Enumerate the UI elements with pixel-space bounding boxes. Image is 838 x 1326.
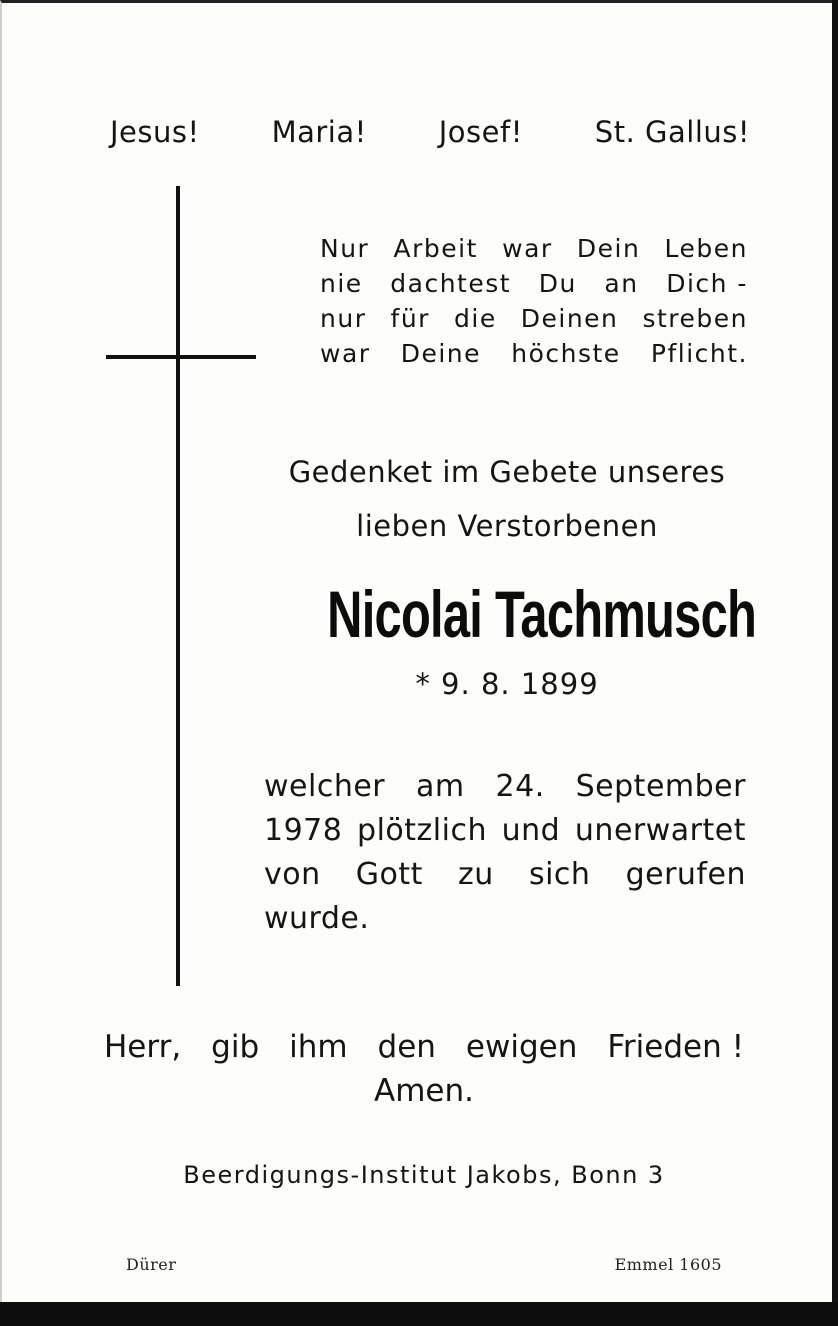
poem-line [320, 266, 748, 301]
poem-word: Dich - [666, 269, 748, 298]
death-word: plötzlich [357, 813, 487, 848]
death-word: und [501, 813, 561, 848]
poem-word: streben [642, 304, 748, 333]
invocation-gallus: St. Gallus! [594, 115, 750, 149]
poem-word: war [320, 339, 371, 368]
poem [320, 231, 748, 371]
poem-word: für [390, 304, 430, 333]
poem-word: Dein [576, 234, 641, 263]
birth-date: * 9. 8. 1899 [415, 667, 599, 701]
prayer-word: Frieden ! [607, 1029, 744, 1065]
printer-mark-right: Emmel 1605 [614, 1255, 722, 1274]
poem-word: war [502, 234, 553, 263]
poem-word: die [454, 304, 497, 333]
intro-line-2: lieben Verstorbenen [356, 509, 658, 543]
intro-line-1: Gedenket im Gebete unseres [288, 455, 726, 489]
poem-word: Arbeit [393, 234, 478, 263]
scan-edge-right [832, 0, 838, 1326]
death-word: wurde. [264, 901, 370, 936]
death-line [264, 765, 746, 809]
death-word: gerufen [625, 857, 746, 892]
death-word: welcher [264, 769, 386, 804]
death-word: am [416, 769, 465, 804]
poem-word: Deinen [520, 304, 619, 333]
cross-horizontal-bar [106, 355, 256, 359]
prayer-word: Herr, [104, 1029, 182, 1065]
invocation-line [110, 115, 750, 149]
scan-edge-bottom [0, 1302, 838, 1326]
prayer-word: ihm [289, 1029, 348, 1065]
death-word: sich [528, 857, 591, 892]
poem-line [320, 231, 748, 266]
poem-word: nie [320, 269, 363, 298]
death-word: September [575, 769, 746, 804]
poem-word: Leben [664, 234, 748, 263]
poem-word: Du [538, 269, 577, 298]
poem-word: Nur [320, 234, 370, 263]
death-word: 24. [495, 769, 545, 804]
invocation-maria: Maria! [271, 115, 367, 149]
prayer-word: gib [211, 1029, 260, 1065]
invocation-josef: Josef! [438, 115, 523, 149]
poem-word: dachtest [390, 269, 512, 298]
death-notice [264, 765, 746, 941]
death-line [264, 809, 746, 853]
poem-word: Pflicht. [650, 339, 748, 368]
death-word: 1978 [264, 813, 343, 848]
poem-word: Deine [400, 339, 482, 368]
death-word: zu [458, 857, 494, 892]
prayer-line [104, 1029, 744, 1065]
poem-word: an [604, 269, 639, 298]
poem-line [320, 301, 748, 336]
prayer-word: ewigen [465, 1029, 578, 1065]
death-word: von [264, 857, 321, 892]
death-line [264, 897, 746, 941]
prayer-word: den [377, 1029, 436, 1065]
printer-mark-left: Dürer [126, 1255, 177, 1274]
poem-word: höchste [511, 339, 621, 368]
death-line [264, 853, 746, 897]
poem-line [320, 336, 748, 371]
poem-word: nur [320, 304, 367, 333]
cross-vertical-bar [176, 186, 180, 986]
amen: Amen. [374, 1073, 474, 1109]
death-word: Gott [355, 857, 423, 892]
funeral-institute: Beerdigungs-Institut Jakobs, Bonn 3 [183, 1161, 665, 1189]
invocation-jesus: Jesus! [110, 115, 200, 149]
death-word: unerwartet [574, 813, 746, 848]
deceased-name: Nicolai Tachmusch [327, 577, 757, 651]
